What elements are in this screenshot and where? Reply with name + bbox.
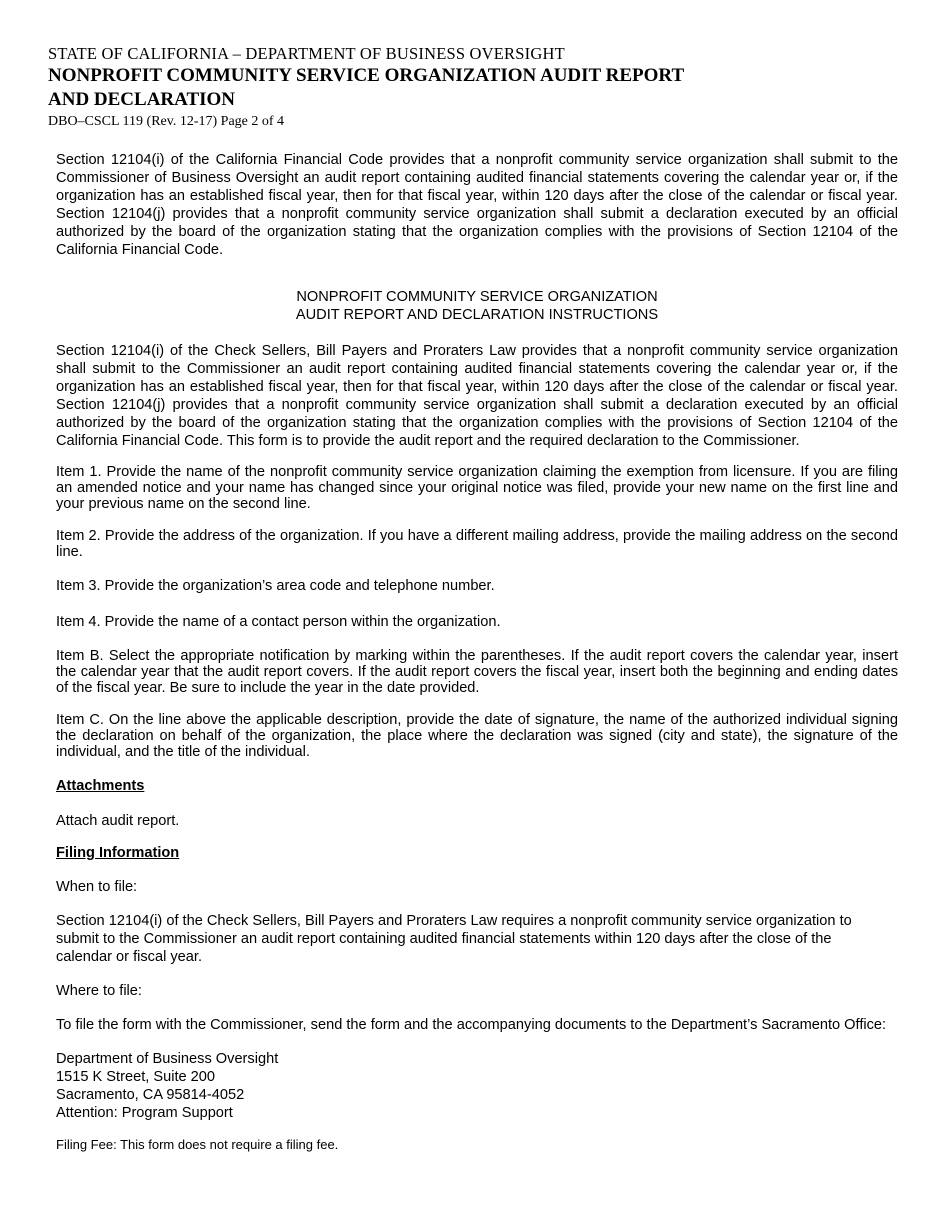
- instructions-heading-line2: AUDIT REPORT AND DECLARATION INSTRUCTIONS: [295, 307, 659, 323]
- form-header: [48, 44, 684, 131]
- form-title-line2: AND DECLARATION: [48, 89, 236, 110]
- item-b: [56, 648, 898, 696]
- where-to-file-label: Where to file:: [56, 983, 142, 999]
- intro-paragraph: Section 12104(i) of the California Financial Code provides that a nonprofit community service organization shall submit to the Commissioner of Business Oversight an audit report containing audited financial statements covering the calendar year or, if the organization has an established fiscal year, then for that fiscal year, within 120 days after the close of the calendar or fiscal year. Section 12104(j) provides that a nonprofit community service organization shall submit a declaration executed by an official authorized by the board of the organization stating that the organization complies with the provisions of Section 12104 of the California Financial Code.: [56, 152, 898, 258]
- item-c: [56, 712, 898, 760]
- instructions-intro: Section 12104(i) of the Check Sellers, Bill Payers and Proraters Law provides that a nonprofit community service organization shall submit to the Commissioner an audit report containing audited financial statements covering the calendar year or, if the organization has an established fiscal year, then for that fiscal year, within 120 days after the close of the calendar or fiscal year. Section 12104(j) provides that a nonprofit community service organization shall submit a declaration executed by an official authorized by the board of the organization stating that the organization complies with the provisions of Section 12104 of the California Financial Code. This form is to provide the audit report and the required declaration to the Commissioner.: [56, 343, 898, 449]
- item-4: [56, 614, 898, 630]
- item-label: Item 4.: [56, 614, 101, 630]
- address-line: Sacramento, CA 95814-4052: [56, 1087, 245, 1103]
- instructions-heading-line1: NONPROFIT COMMUNITY SERVICE ORGANIZATION: [296, 289, 658, 305]
- filing-heading: Filing Information: [56, 845, 180, 861]
- attachments-text: Attach audit report.: [56, 813, 180, 829]
- item-label: Item 3.: [56, 578, 101, 594]
- when-to-file-label: When to file:: [56, 879, 138, 895]
- item-text: Provide the address of the organization. If you have a different mailing address, provide the mailing address on the second line.: [56, 528, 898, 560]
- form-title-line1: NONPROFIT COMMUNITY SERVICE ORGANIZATION AUDIT REPORT: [48, 65, 685, 86]
- address-line: 1515 K Street, Suite 200: [56, 1069, 216, 1085]
- where-to-file-text: To file the form with the Commissioner, send the form and the accompanying documents to the Department’s Sacramento Office:: [56, 1017, 887, 1033]
- item-3: [56, 578, 898, 594]
- item-text: Provide the organization’s area code and telephone number.: [104, 578, 495, 594]
- item-2: [56, 528, 898, 560]
- document-body: [56, 151, 898, 1154]
- item-text: Provide the name of a contact person within the organization.: [104, 614, 501, 630]
- item-label: Item B.: [56, 648, 104, 664]
- item-text: Select the appropriate notification by marking within the parentheses. If the audit report covers the calendar year, insert the calendar year that the audit report covers. If the audit report covers the fiscal year, insert both the beginning and ending dates of the fiscal year. Be sure to include the year in the date provided.: [56, 648, 898, 696]
- form-number: DBO–CSCL 119 (Rev. 12-17) Page 2 of 4: [48, 114, 285, 129]
- address-line: Department of Business Oversight: [56, 1051, 279, 1067]
- when-to-file-text: Section 12104(i) of the Check Sellers, Bill Payers and Proraters Law requires a nonprofit community service organization to submit to the Commissioner an audit report containing audited financial statements within 120 days after the close of the calendar or fiscal year.: [56, 913, 852, 965]
- agency-line: STATE OF CALIFORNIA – DEPARTMENT OF BUSINESS OVERSIGHT: [48, 44, 565, 63]
- item-label: Item 2.: [56, 528, 101, 544]
- item-text: On the line above the applicable description, provide the date of signature, the name of the authorized individual signing the declaration on behalf of the organization, the place where the declaration was signed (city and state), the signature of the individual, and the title of the individual.: [56, 712, 899, 760]
- address-line: Attention: Program Support: [56, 1105, 233, 1121]
- attachments-heading: Attachments: [56, 778, 145, 794]
- item-label: Item 1.: [56, 464, 102, 480]
- mailing-address: [56, 1050, 898, 1122]
- item-text: Provide the name of the nonprofit community service organization claiming the exemption from licensure. If you are filing an amended notice and your name has changed since your original notice was filed, provide your new name on the first line and your previous name on the second line.: [56, 464, 898, 512]
- instructions-heading: [56, 288, 898, 324]
- item-1: [56, 464, 898, 512]
- filing-fee-note: Filing Fee: This form does not require a filing fee.: [56, 1137, 339, 1152]
- item-label: Item C.: [56, 712, 104, 728]
